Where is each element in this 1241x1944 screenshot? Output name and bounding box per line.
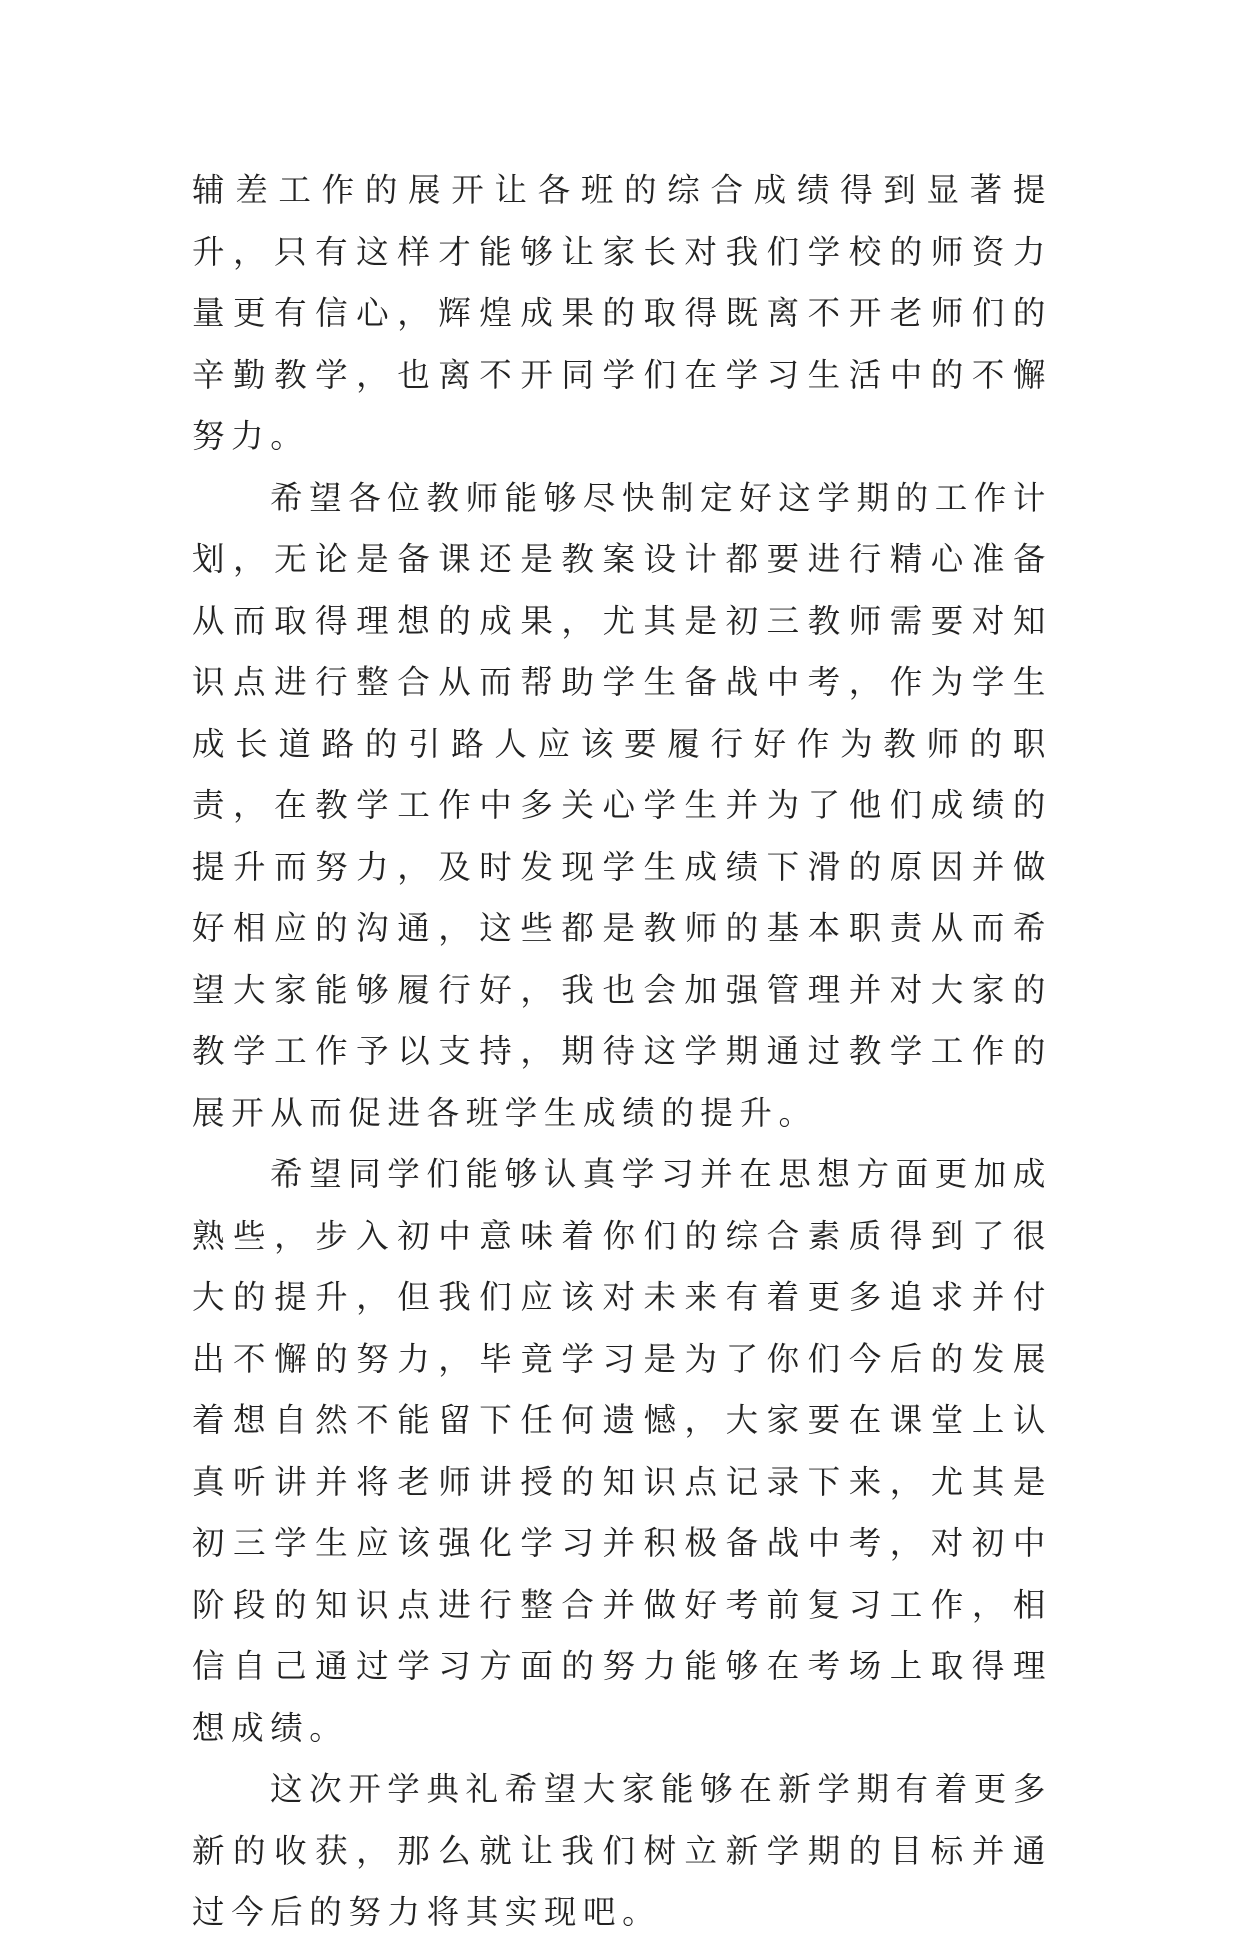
- document-body: [192, 160, 1052, 1944]
- paragraph-3: 希望同学们能够认真学习并在思想方面更加成熟些，步入初中意味着你们的综合素质得到了很大的提升，但我们应该对未来有着更多追求并付出不懈的努力，毕竟学习是为了你们今后的发展着想自然不能留下任何遗憾，大家要在课堂上认真听讲并将老师讲授的知识点记录下来，尤其是初三学生应该强化学习并积极备战中考，对初中阶段的知识点进行整合并做好考前复习工作，相信自己通过学习方面的努力能够在考场上取得理想成绩。: [192, 1155, 1053, 1747]
- paragraph-4: 这次开学典礼希望大家能够在新学期有着更多新的收获，那么就让我们树立新学期的目标并通过今后的努力将其实现吧。: [192, 1770, 1053, 1931]
- paragraph-1: 辅差工作的展开让各班的综合成绩得到显著提升，只有这样才能够让家长对我们学校的师资力量更有信心，辉煌成果的取得既离不开老师们的辛勤教学，也离不开同学们在学习生活中的不懈努力。: [192, 171, 1052, 455]
- paragraph-2: 希望各位教师能够尽快制定好这学期的工作计划，无论是备课还是教案设计都要进行精心准备从而取得理想的成果，尤其是初三教师需要对知识点进行整合从而帮助学生备战中考，作为学生成长道路的引路人应该要履行好作为教师的职责，在教学工作中多关心学生并为了他们成绩的提升而努力，及时发现学生成绩下滑的原因并做好相应的沟通，这些都是教师的基本职责从而希望大家能够履行好，我也会加强管理并对大家的教学工作予以支持，期待这学期通过教学工作的展开从而促进各班学生成绩的提升。: [192, 478, 1053, 1132]
